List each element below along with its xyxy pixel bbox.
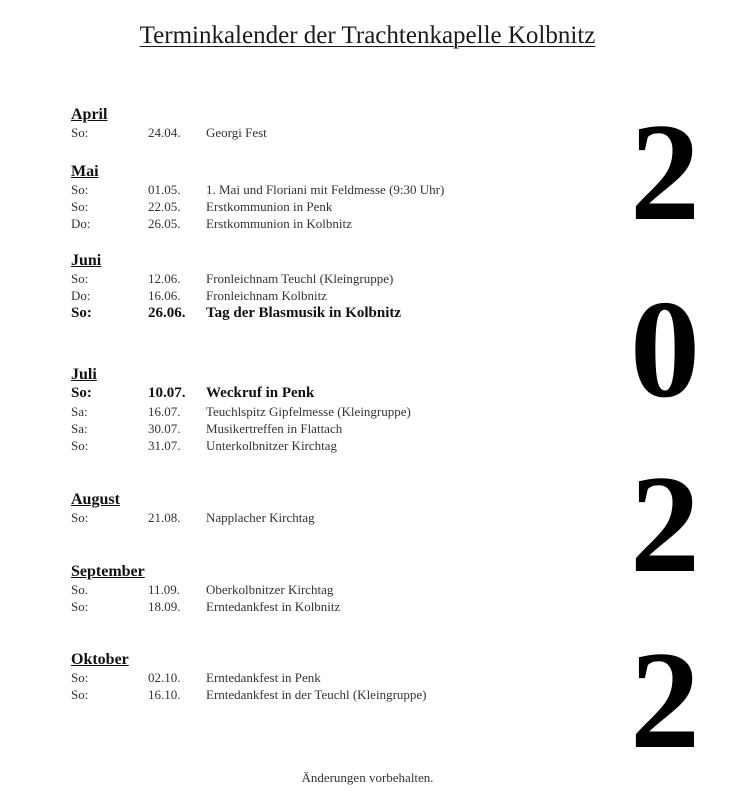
- footer-note: Änderungen vorbehalten.: [301, 770, 434, 785]
- event-weekday: So:: [71, 687, 89, 702]
- event-date: 31.07.: [148, 438, 181, 453]
- event-name: Georgi Fest: [206, 125, 267, 140]
- year-digit: 2: [630, 95, 700, 250]
- event-weekday: So:: [71, 305, 92, 321]
- event-weekday: So.: [71, 582, 88, 597]
- event-row: [71, 669, 591, 686]
- event-row: [71, 598, 591, 615]
- event-row: [71, 270, 591, 287]
- event-weekday: Sa:: [71, 421, 88, 436]
- event-weekday: So:: [71, 510, 89, 525]
- event-row: [71, 287, 591, 304]
- event-name: Musikertreffen in Flattach: [206, 421, 343, 436]
- event-row: [71, 581, 591, 598]
- event-date: 16.10.: [148, 687, 181, 702]
- event-date: 16.07.: [148, 404, 181, 419]
- event-weekday: So:: [71, 125, 89, 140]
- event-row: [71, 686, 591, 703]
- event-name: Tag der Blasmusik in Kolbnitz: [206, 305, 402, 321]
- year-digit: 2: [630, 447, 700, 602]
- month-heading: Oktober: [71, 651, 129, 668]
- event-row: [71, 124, 591, 141]
- document-title: [0, 22, 735, 50]
- month-heading: April: [71, 106, 108, 123]
- event-date: 02.10.: [148, 670, 181, 685]
- event-date: 30.07.: [148, 421, 181, 436]
- event-row: [71, 215, 591, 232]
- year-digit: 2: [630, 623, 700, 778]
- event-row: [71, 181, 591, 198]
- month-section-april: [71, 106, 591, 141]
- event-date: 12.06.: [148, 271, 181, 286]
- event-date: 26.05.: [148, 216, 181, 231]
- event-name: Napplacher Kirchtag: [206, 510, 315, 525]
- event-weekday: So:: [71, 599, 89, 614]
- month-heading: Juli: [71, 366, 97, 383]
- event-row-highlight: [71, 384, 591, 403]
- event-name: Weckruf in Penk: [206, 385, 315, 401]
- month-section-juni: [71, 252, 591, 323]
- event-weekday: So:: [71, 182, 89, 197]
- event-date: 10.07.: [148, 385, 186, 401]
- event-name: Erstkommunion in Penk: [206, 199, 333, 214]
- event-weekday: So:: [71, 438, 89, 453]
- event-row: [71, 420, 591, 437]
- month-heading: September: [71, 563, 145, 580]
- event-date: 22.05.: [148, 199, 181, 214]
- event-name: Erntedankfest in Kolbnitz: [206, 599, 341, 614]
- month-heading: August: [71, 491, 120, 508]
- event-weekday: Do:: [71, 288, 91, 303]
- year-digit: 0: [630, 272, 700, 427]
- month-section-mai: [71, 163, 591, 232]
- event-date: 01.05.: [148, 182, 181, 197]
- event-name: Fronleichnam Kolbnitz: [206, 288, 327, 303]
- month-heading: Juni: [71, 252, 102, 269]
- event-name: Unterkolbnitzer Kirchtag: [206, 438, 338, 453]
- event-name: Oberkolbnitzer Kirchtag: [206, 582, 334, 597]
- event-date: 21.08.: [148, 510, 181, 525]
- event-date: 16.06.: [148, 288, 181, 303]
- event-weekday: So:: [71, 385, 92, 401]
- event-date: 18.09.: [148, 599, 181, 614]
- event-weekday: Do:: [71, 216, 91, 231]
- event-date: 26.06.: [148, 305, 186, 321]
- event-row: [71, 198, 591, 215]
- event-row: [71, 509, 591, 526]
- event-name: 1. Mai und Floriani mit Feldmesse (9:30 Uhr): [206, 182, 445, 197]
- month-section-juli: [71, 366, 591, 454]
- event-weekday: So:: [71, 199, 89, 214]
- month-heading: Mai: [71, 163, 99, 180]
- month-section-oktober: [71, 651, 591, 703]
- event-row: [71, 437, 591, 454]
- event-name: Erntedankfest in Penk: [206, 670, 321, 685]
- event-name: Fronleichnam Teuchl (Kleingruppe): [206, 271, 394, 286]
- event-name: Erntedankfest in der Teuchl (Kleingruppe): [206, 687, 427, 702]
- event-date: 24.04.: [148, 125, 181, 140]
- month-section-september: [71, 563, 591, 615]
- month-section-august: [71, 491, 591, 526]
- event-name: Erstkommunion in Kolbnitz: [206, 216, 352, 231]
- event-weekday: Sa:: [71, 404, 88, 419]
- event-weekday: So:: [71, 271, 89, 286]
- event-row-highlight: [71, 304, 591, 323]
- title-text: Terminkalender der Trachtenkapelle Kolbnitz: [139, 22, 596, 49]
- event-date: 11.09.: [148, 582, 181, 597]
- event-weekday: So:: [71, 670, 89, 685]
- event-row: [71, 403, 591, 420]
- event-name: Teuchlspitz Gipfelmesse (Kleingruppe): [206, 404, 411, 419]
